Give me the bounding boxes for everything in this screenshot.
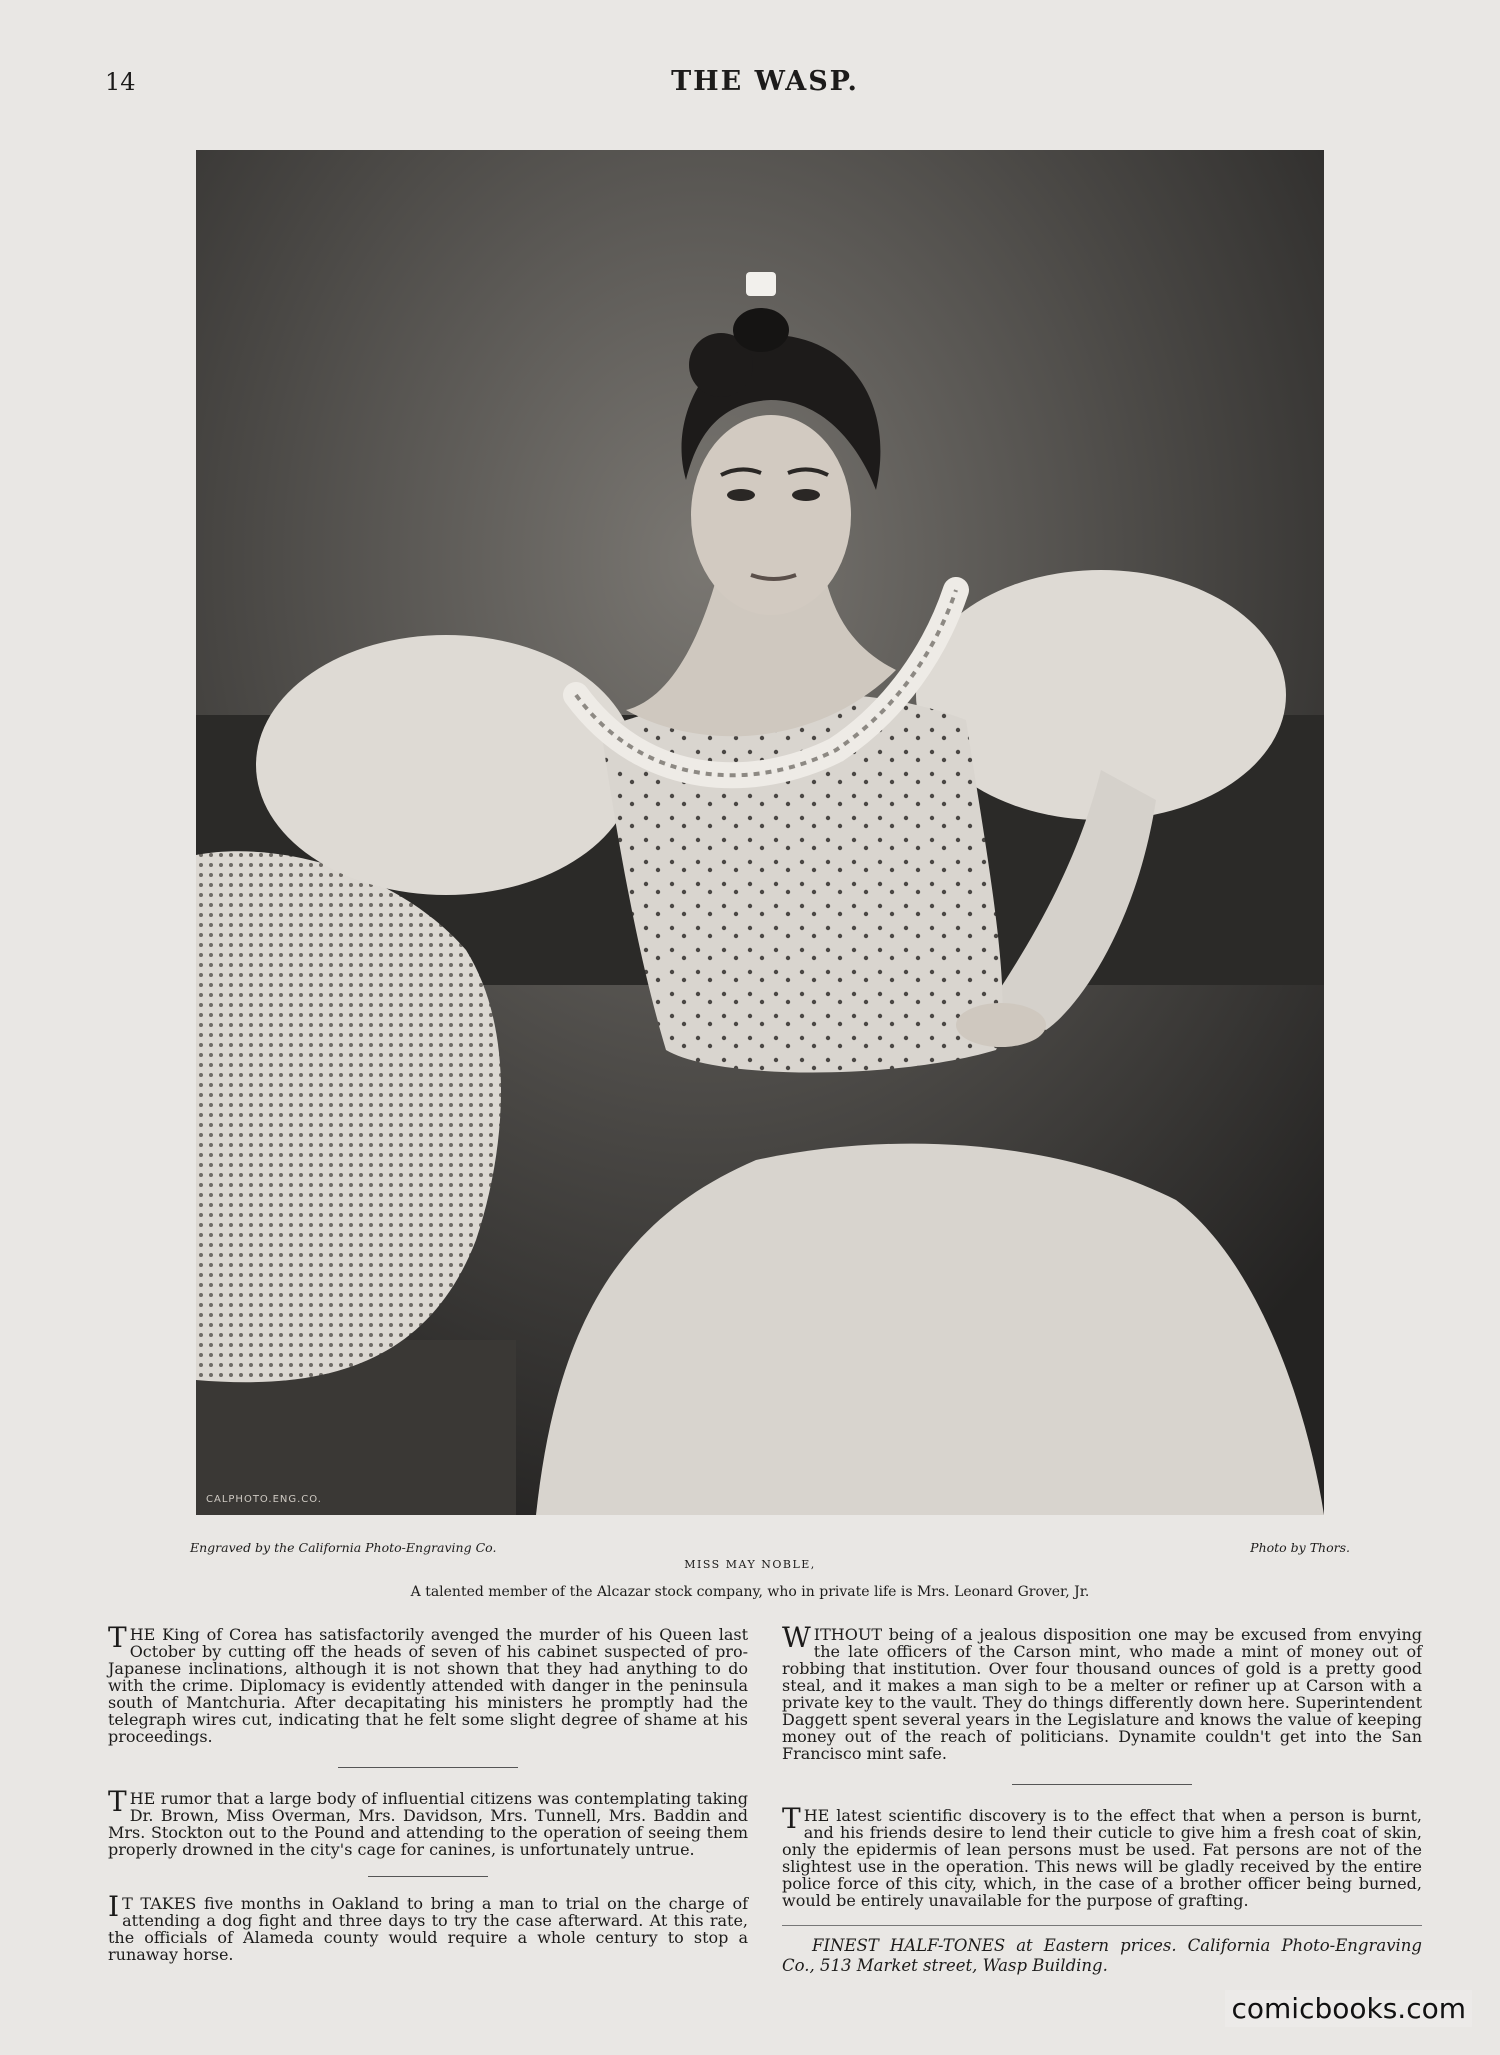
drop-cap: T [108, 1621, 127, 1654]
paragraph-text: HE King of Corea has satisfactorily avenged the murder of his Queen last October by cutting off the heads of seven of his cabinet suspected of pro-Japanese inclinations, although it is not shown that they had anything to do with the crime. Diplomacy is evidently attended with danger in the peninsula south of Mantchuria. After decapitating his ministers he promptly had the telegraph wires cut, indicating that he felt some slight degree of shame at his proceedings. [108, 1625, 748, 1746]
left-column [108, 1621, 748, 1964]
drop-cap: T [108, 1785, 127, 1818]
advertisement: FINEST HALF-TONES at Eastern prices. California Photo-Engraving Co., 513 Market street, Wasp Building. [782, 1925, 1422, 1976]
drop-cap: I [108, 1890, 120, 1923]
paragraph-text: HE latest scientific discovery is to the effect that when a person is burnt, and his friends desire to lend their cuticle to give him a fresh coat of skin, only the epidermis of lean persons must be used. Fat persons are not of the slightest use in the operation. This news will be gladly received by the entire police force of this city, which, in the case of a brother officer being burned, would be entirely unavailable for the purpose of grafting. [782, 1806, 1422, 1910]
section-divider [368, 1876, 488, 1877]
engraver-mark: CALPHOTO.ENG.CO. [206, 1494, 322, 1505]
paragraph-carson-mint [782, 1621, 1422, 1763]
section-divider [338, 1767, 518, 1768]
paragraph-rumor [108, 1785, 748, 1859]
page-header [105, 64, 1425, 104]
portrait-illustration [196, 150, 1324, 1515]
paragraph-text: T TAKES five months in Oakland to bring a man to trial on the charge of attending a dog fight and three days to try the case afterward. At this rate, the officials of Alameda county would require a whole century to stop a runaway horse. [108, 1894, 748, 1964]
engraver-credit: Engraved by the California Photo-Engraving Co. [190, 1540, 497, 1555]
paragraph-scientific [782, 1802, 1422, 1910]
drop-cap: W [782, 1621, 811, 1654]
paragraph-text: ITHOUT being of a jealous disposition one may be excused from envying the late officers of the Carson mint, who made a mint of money out of robbing that institution. Over four thousand ounces of gold is a pretty good steal, and it makes a man sigh to be a melter or refiner up at Carson with a private key to the vault. They do things differently down here. Superintendent Daggett spent several years in the Legislature and knows the value of keeping money out of the reach of politicians. Dynamite couldn't get into the San Francisco mint safe. [782, 1625, 1422, 1763]
photographer-credit: Photo by Thors. [1250, 1540, 1350, 1555]
caption-name: MISS MAY NOBLE, [684, 1558, 816, 1571]
paragraph-oakland [108, 1890, 748, 1964]
paragraph-corea [108, 1621, 748, 1746]
watermark: comicbooks.com [1225, 1990, 1472, 2027]
portrait-photograph [196, 150, 1324, 1515]
drop-cap: T [782, 1802, 801, 1835]
section-divider [1012, 1784, 1192, 1785]
paragraph-text: HE rumor that a large body of influential citizens was contemplating taking Dr. Brown, Miss Overman, Mrs. Davidson, Mrs. Tunnell, Mrs. Baddin and Mrs. Stockton out to the Pound and attending to the operation of seeing them properly drowned in the city's cage for canines, is unfortunately untrue. [108, 1789, 748, 1859]
caption-description: A talented member of the Alcazar stock company, who in private life is Mrs. Leonard Grover, Jr. [410, 1584, 1090, 1600]
right-column [782, 1621, 1422, 1976]
page-number: 14 [105, 68, 136, 96]
plate-credits [190, 1540, 1350, 1560]
running-title: THE WASP. [671, 66, 859, 97]
